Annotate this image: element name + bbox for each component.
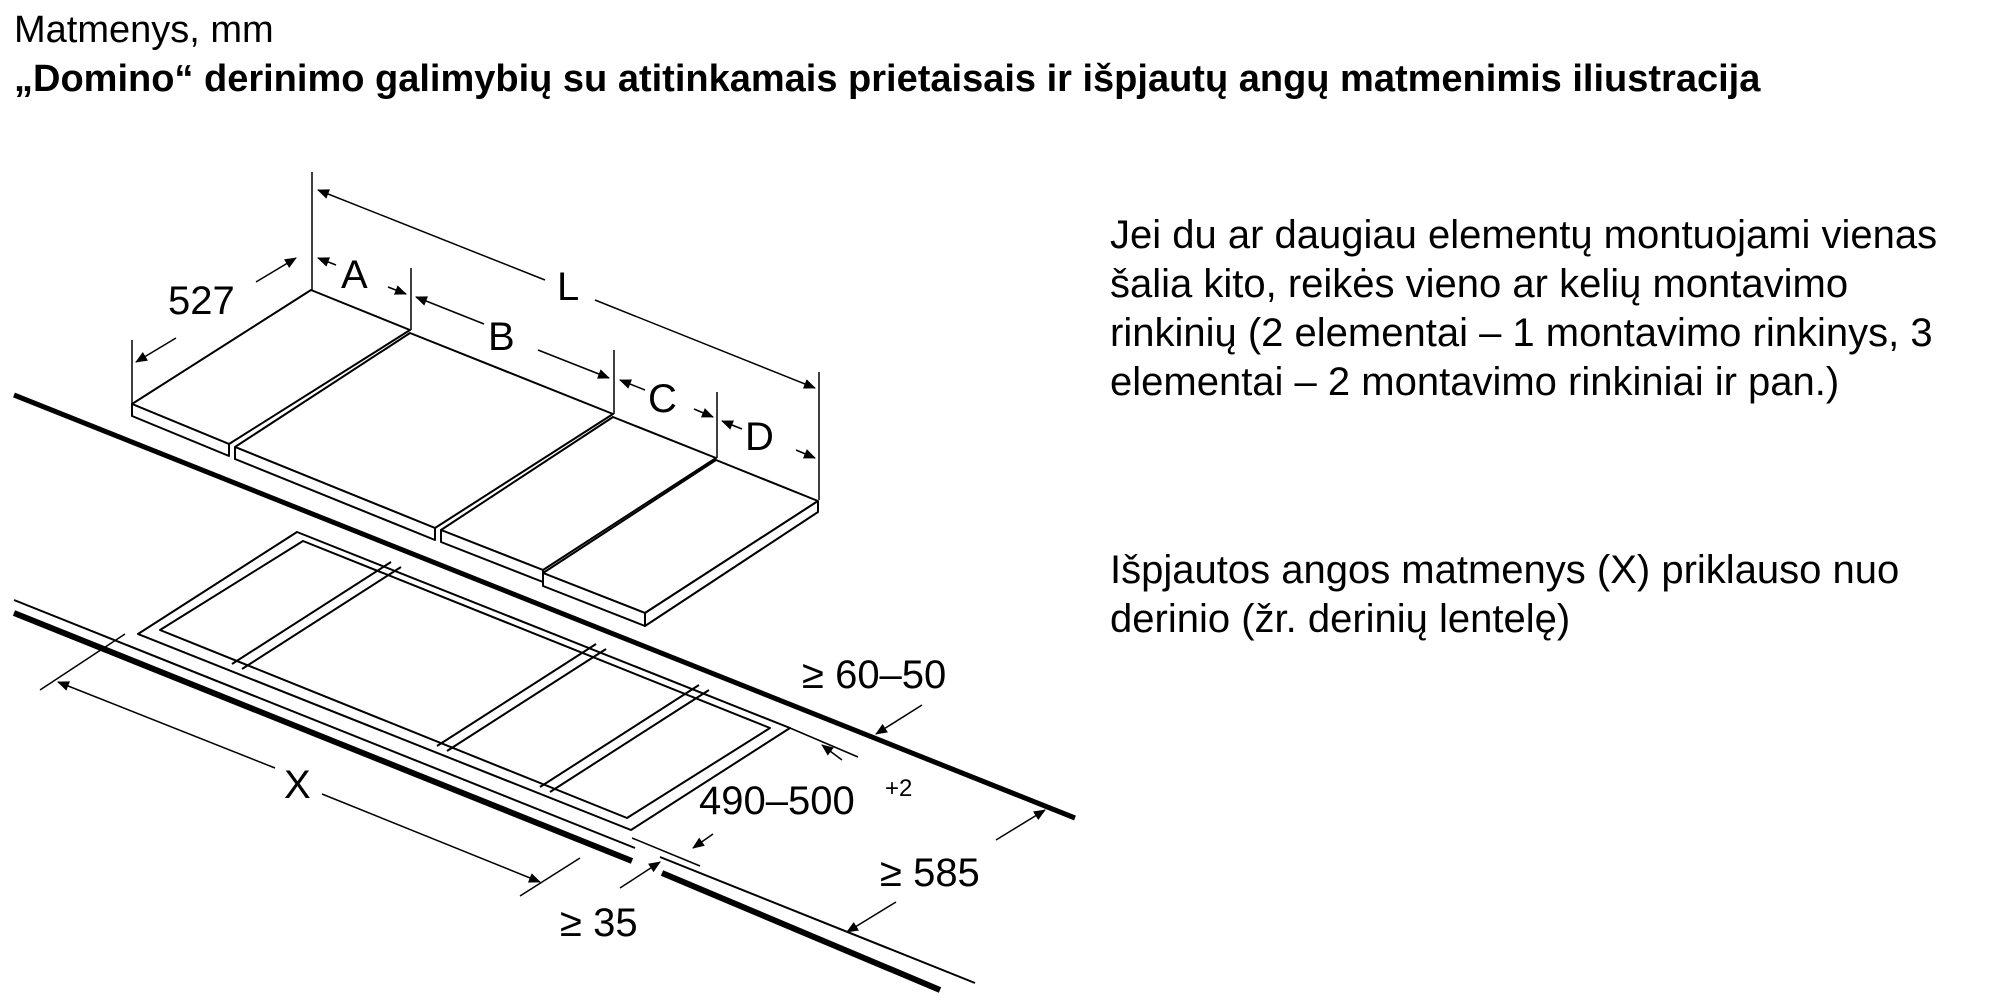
dimensions-subtitle: Matmenys, mm — [14, 9, 274, 51]
dim-a-b — [388, 287, 406, 294]
dim-c-a — [620, 380, 645, 390]
label-front: ≥ 35 — [560, 901, 638, 945]
dim-worktop-a — [996, 810, 1045, 840]
label-cutout-depth: 490–500 — [699, 779, 855, 823]
cutout-divider-2b — [447, 649, 606, 751]
cutout-divider-1a — [232, 562, 391, 664]
dim-527-a — [256, 258, 296, 282]
cooktop-modules — [132, 290, 818, 626]
dim-x-a — [58, 682, 275, 768]
label-l: L — [557, 265, 580, 309]
dim-d-a — [722, 421, 742, 429]
label-worktop: ≥ 585 — [880, 851, 980, 895]
label-527: 527 — [168, 279, 235, 323]
cutout-note: Išpjautos angos matmenys (X) priklauso nuo derinio (žr. derinių lentelę) — [1110, 548, 1900, 641]
worktop-front-thick — [14, 613, 632, 861]
dim-l-b — [595, 300, 815, 388]
cutout-divider-3b — [550, 690, 709, 792]
page-title: „Domino“ derinimo galimybių su atitinkamais prietaisais ir išpjautų angų matmenimis iliustracija — [14, 58, 1761, 100]
label-d: D — [745, 415, 774, 459]
dim-a-a — [318, 258, 336, 265]
dim-cutout-b — [693, 834, 713, 848]
dim-back — [876, 705, 922, 734]
dim-front — [620, 862, 660, 888]
dim-x-b — [322, 794, 540, 882]
cutout-divider-1b — [242, 567, 401, 669]
label-cutout-tol: +2 — [885, 775, 913, 802]
label-x: X — [284, 763, 311, 807]
cutout-divider-3a — [540, 685, 699, 787]
label-a: A — [341, 253, 368, 297]
dim-527-b — [136, 338, 176, 362]
dim-c-b — [694, 409, 713, 417]
combination-note: Jei du ar daugiau elementų montuojami vienas šalia kito, reikės vieno ar kelių montavimo rinkinių (2 elementai – 1 montavimo rinkinys, 3 elementai – 2 montavimo rinkiniai ir pan.) — [1110, 213, 1938, 404]
dim-cutout-a — [822, 745, 842, 760]
dim-worktop-b — [847, 902, 896, 932]
dim-d-b — [796, 450, 815, 458]
label-back: ≥ 60–50 — [802, 653, 947, 697]
dim-b-b — [538, 350, 609, 378]
cutout-divider-2a — [437, 644, 596, 746]
dim-b-a — [416, 297, 484, 324]
label-c: C — [648, 377, 677, 421]
label-b: B — [488, 315, 515, 359]
